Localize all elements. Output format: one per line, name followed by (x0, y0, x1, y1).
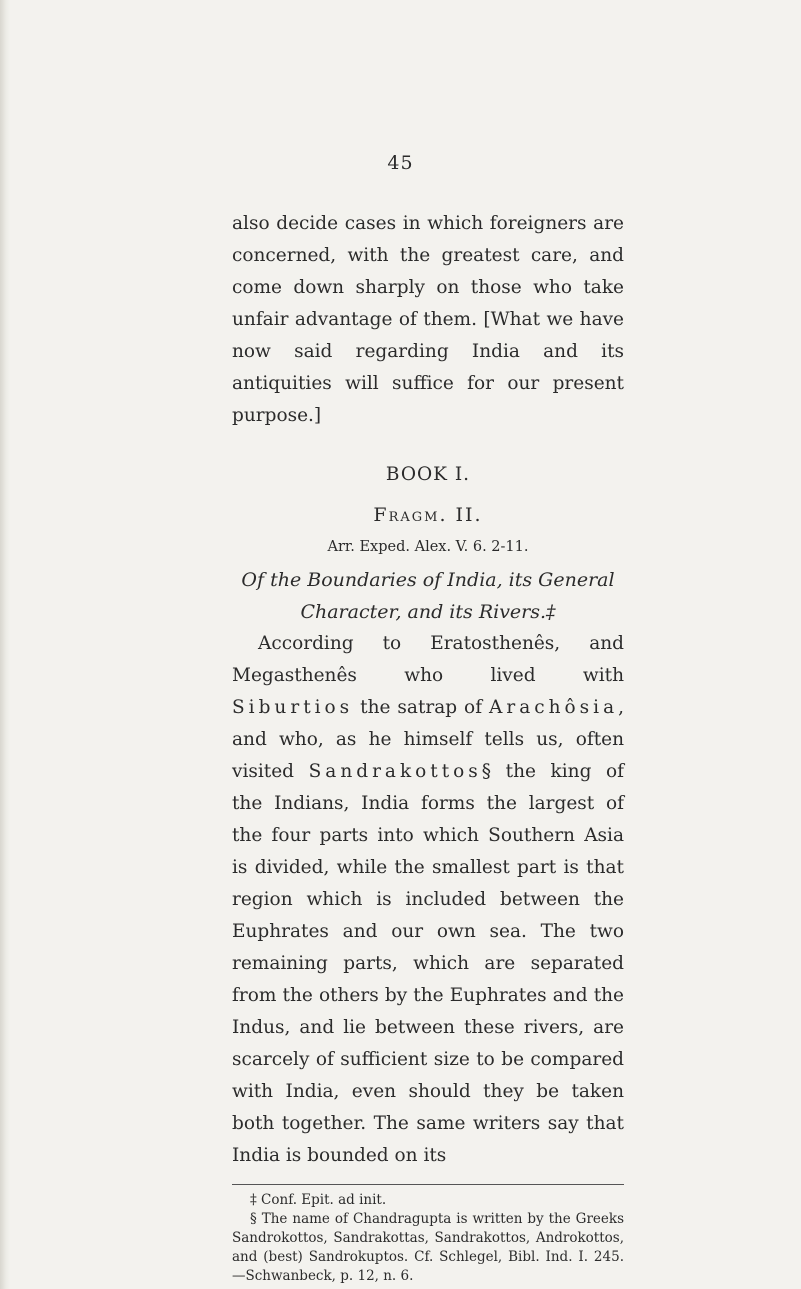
page-number: 45 (387, 152, 414, 174)
name-arachosia: Arachôsia (489, 697, 619, 718)
name-sandrakottos: Sandrakottos (308, 761, 482, 782)
book-heading: BOOK I. (385, 464, 471, 485)
paragraph-mid-2: , and who, as he himself tells us, often visited (232, 697, 624, 782)
source-reference: Arr. Exped. Alex. V. 6. 2-11. (327, 539, 529, 555)
footnote-2: § The name of Chandragupta is written by the Greeks Sandrokottos, Sandrakottas, Sandrakottos, Androkottos, and (best) Sandrokuptos. Cf. Schlegel, Bibl. Ind. I. 245.—Schwanbeck, p. 12, n. 6. (232, 1211, 624, 1284)
paragraph-start: According to Eratosthenês, and Megasthenês who lived with (232, 633, 624, 686)
footnote-1: ‡ Conf. Epit. ad init. (250, 1192, 387, 1208)
paragraph-mid-1: the satrap of (353, 697, 490, 718)
paragraph-rest: § the king of the Indians, India forms the largest of the four parts into which Southern Asia is divided, while the smallest part is that region which is included between the Euphrates and our own sea. The two remaining parts, which are separated from the others by the Euphrates and the Indus, and lie between these rivers, are scarcely of sufficient size to be compared with India, even should they be taken both together. The same writers say that India is bounded on its (232, 761, 624, 1166)
continuation-paragraph: also decide cases in which foreigners are concerned, with the greatest care, and come down sharply on those who take unfair advantage of them. [What we have now said regarding India and its antiquities will suffice for our present purpose.] (232, 213, 624, 426)
fragment-heading: Fragm. II. (373, 504, 483, 526)
page-edge (0, 0, 10, 1289)
footnote-divider (232, 1184, 624, 1185)
name-siburtios: Siburtios (232, 697, 354, 718)
page-content (232, 208, 624, 1286)
chapter-title: Of the Boundaries of India, its General Character, and its Rivers.‡ (241, 569, 615, 623)
main-paragraph (232, 628, 624, 1172)
